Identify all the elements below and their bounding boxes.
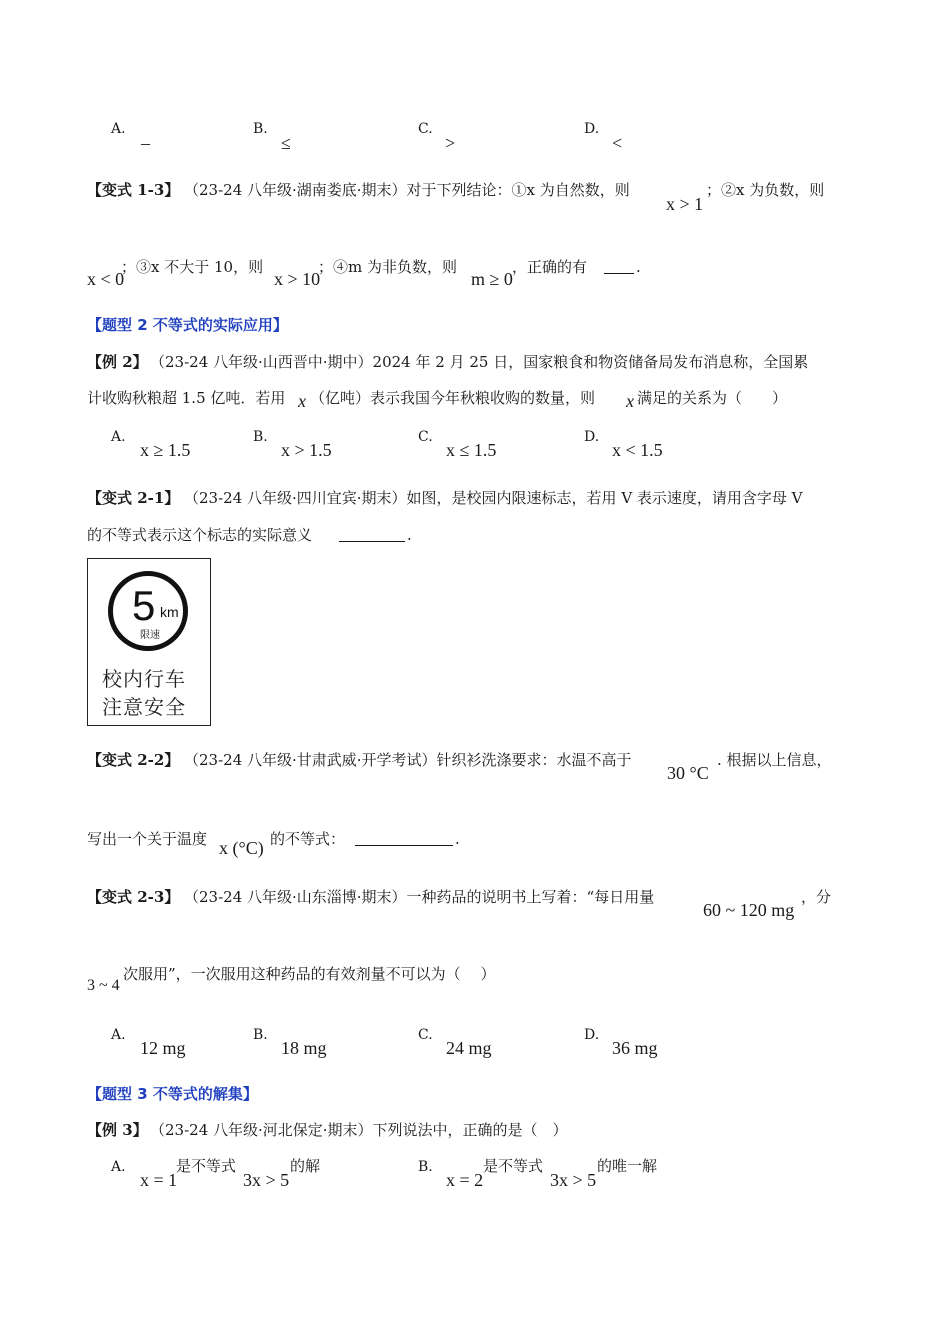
speed-limit-label: 限速 <box>140 630 160 641</box>
speed-limit-number: 5 <box>132 582 156 629</box>
ex3-option-b-text-2: 的唯一解 <box>597 1157 658 1175</box>
v23-option-d-label: D. <box>584 1027 600 1043</box>
variant-2-1-end: . <box>407 526 412 544</box>
variant-2-2-end: . <box>455 830 460 848</box>
math-x-celsius: x (°C) <box>219 838 264 858</box>
v23-option-a-label: A. <box>111 1027 126 1043</box>
variant-1-3-tag: 【变式 1-3】 <box>87 181 180 199</box>
example-3-text: （23-24 八年级·河北保定·期末）下列说法中，正确的是（ ） <box>150 1121 568 1139</box>
v23-option-b-label: B. <box>253 1027 268 1043</box>
v23-option-b: 18 mg <box>281 1038 327 1058</box>
math-m-ge-0: m ≥ 0 <box>471 269 513 289</box>
ex3-option-b-math-1: x = 2 <box>446 1170 484 1190</box>
option-b-symbol: ≤ <box>281 133 291 153</box>
math-x-lt-0: x < 0 <box>87 269 125 289</box>
ex3-option-a-text-2: 的解 <box>290 1157 321 1175</box>
type-3-heading: 【题型 3 不等式的解集】 <box>87 1085 258 1103</box>
example-2-text-1: （23-24 八年级·山西晋中·期中）2024 年 2 月 25 日，国家粮食和物资储备局发布消息称，全国累 <box>150 353 809 371</box>
ex3-option-b-label: B. <box>418 1159 433 1175</box>
ex3-option-a-label: A. <box>111 1159 126 1175</box>
variant-2-3-text-1: （23-24 八年级·山东淄博·期末）一种药品的说明书上写着：“每日用量 <box>184 888 655 906</box>
v23-option-c-label: C. <box>418 1027 433 1043</box>
example-2-text-2c: 满足的关系为（ ） <box>637 389 788 407</box>
option-d-symbol: < <box>612 133 623 153</box>
math-times-range: 3 ~ 4 <box>87 977 120 994</box>
variant-2-2-text-4: 的不等式： <box>270 830 346 848</box>
example-2-tag: 【例 2】 <box>87 353 148 371</box>
variant-2-3-tag: 【变式 2-3】 <box>87 888 180 906</box>
ex3-option-a-math-1: x = 1 <box>140 1170 178 1190</box>
variant-2-2-tag: 【变式 2-2】 <box>87 751 180 769</box>
variant-1-3-text-5: ，正确的有 <box>512 258 588 276</box>
answer-blank[interactable] <box>604 258 634 279</box>
variant-2-1-text-2: 的不等式表示这个标志的实际意义 <box>87 526 313 544</box>
ex2-option-d-label: D. <box>584 429 600 445</box>
ex2-option-b-label: B. <box>253 429 268 445</box>
variant-2-2-text-1: （23-24 八年级·甘肃武威·开学考试）针织衫洗涤要求：水温不高于 <box>184 751 632 769</box>
ex3-option-a-text-1: 是不等式 <box>176 1157 237 1175</box>
variant-2-3-text-2: ，分 <box>801 888 832 906</box>
sign-text-line-2: 注意安全 <box>102 695 186 719</box>
variant-2-1-text-1: （23-24 八年级·四川宜宾·期末）如图，是校园内限速标志，若用 V 表示速度，请用含字母 V <box>184 489 803 507</box>
ex3-option-a-math-2: 3x > 5 <box>243 1170 290 1190</box>
ex2-option-d: x < 1.5 <box>612 440 663 460</box>
math-x-gt-10: x > 10 <box>274 269 321 289</box>
variant-2-2-text-2: . 根据以上信息， <box>717 751 832 769</box>
variant-1-3-text: （23-24 八年级·湖南娄底·期末）对于下列结论：①x 为自然数，则 <box>184 181 630 199</box>
math-30-celsius: 30 °C <box>667 763 709 783</box>
answer-blank[interactable] <box>339 526 405 547</box>
speed-limit-unit: km <box>160 604 179 620</box>
type-2-heading: 【题型 2 不等式的实际应用】 <box>87 316 288 334</box>
variant-2-2-text-3: 写出一个关于温度 <box>87 830 208 848</box>
answer-blank[interactable] <box>355 830 453 851</box>
ex3-option-b-text-1: 是不等式 <box>483 1157 544 1175</box>
math-var-x-2: x <box>626 391 634 411</box>
variant-1-3-end: . <box>636 258 641 276</box>
speed-limit-circle <box>108 571 188 651</box>
example-2-text-2a: 计收购秋粮超 1.5 亿吨．若用 <box>87 389 286 407</box>
variant-2-1-tag: 【变式 2-1】 <box>87 489 180 507</box>
ex2-option-b: x > 1.5 <box>281 440 332 460</box>
option-a-symbol: – <box>141 133 150 153</box>
option-b-label: B. <box>253 121 268 137</box>
ex3-option-b-math-2: 3x > 5 <box>550 1170 597 1190</box>
ex2-option-a: x ≥ 1.5 <box>140 440 191 460</box>
sign-text-line-1: 校内行车 <box>102 667 186 691</box>
ex2-option-c-label: C. <box>418 429 433 445</box>
option-c-label: C. <box>418 121 433 137</box>
v23-option-c: 24 mg <box>446 1038 492 1058</box>
example-3-tag: 【例 3】 <box>87 1121 148 1139</box>
option-d-label: D. <box>584 121 600 137</box>
example-2-text-2b: （亿吨）表示我国今年秋粮收购的数量，则 <box>310 389 596 407</box>
variant-1-3-text-4: ；④m 为非负数，则 <box>318 258 457 276</box>
ex2-option-a-label: A. <box>111 429 126 445</box>
speed-limit-sign <box>87 558 211 726</box>
math-var-x: x <box>298 391 306 411</box>
v23-option-d: 36 mg <box>612 1038 658 1058</box>
option-a-label: A. <box>111 121 126 137</box>
option-c-symbol: > <box>445 133 456 153</box>
variant-2-3-text-3: 次服用”，一次服用这种药品的有效剂量不可以为（ ） <box>123 965 496 983</box>
variant-1-3-text-3: ；③x 不大于 10，则 <box>121 258 264 276</box>
math-dosage-range: 60 ~ 120 mg <box>703 900 795 920</box>
ex2-option-c: x ≤ 1.5 <box>446 440 497 460</box>
v23-option-a: 12 mg <box>140 1038 186 1058</box>
variant-1-3-text-2: ；②x 为负数，则 <box>706 181 825 199</box>
math-x-gt-1: x > 1 <box>666 194 704 214</box>
